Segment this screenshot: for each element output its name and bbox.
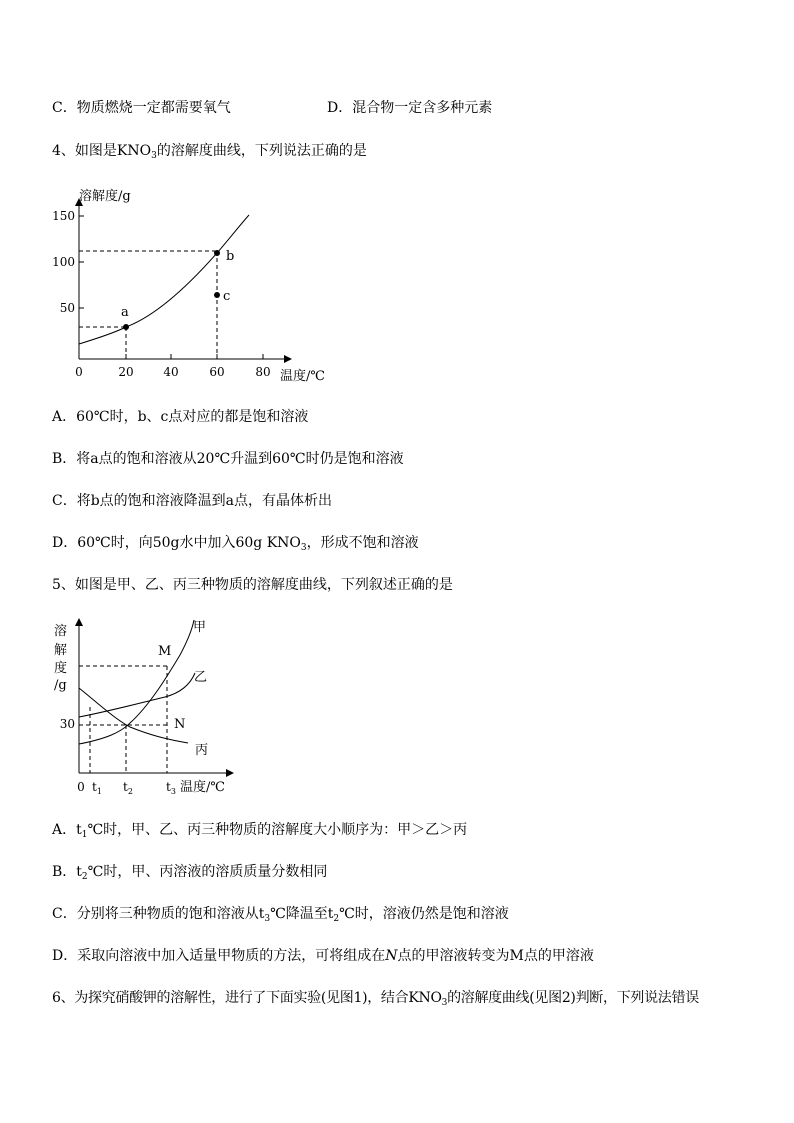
- q4-option-b: B．将a点的饱和溶液从20℃升温到60℃时仍是饱和溶液: [52, 451, 404, 467]
- q4-stem: [52, 142, 367, 165]
- q5-option-b-p1: B．t: [52, 864, 82, 880]
- q5-option-a: [52, 821, 467, 844]
- chart2-curve-bing: [79, 688, 188, 743]
- q3-option-d: D．混合物一定含多种元素: [327, 100, 493, 116]
- chart2-label-m: M: [158, 644, 172, 659]
- chart2-xtick-t1: $t_1$: [92, 780, 102, 796]
- q4-option-d: [52, 534, 419, 557]
- chart1-ytick-50: 50: [59, 301, 75, 315]
- chart2-label-yi: 乙: [194, 670, 208, 685]
- chart1-point-a: [123, 324, 129, 330]
- chart1-xtick-20: 20: [118, 365, 134, 379]
- q4-stem-suffix: 的溶解度曲线，下列说法正确的是: [156, 143, 367, 159]
- chart1-xtick-0: 0: [75, 365, 83, 379]
- chart1-xtick-80: 80: [255, 365, 271, 379]
- q5-option-c: [52, 905, 509, 928]
- chart1-point-b: [214, 250, 220, 256]
- q5-option-c-sub1: 3: [264, 914, 271, 924]
- q5-option-b: [52, 863, 327, 886]
- q6-stem-prefix: 6、为探究硝酸钾的溶解性，进行了下面实验(见图1)，结合KNO: [52, 990, 442, 1006]
- q5-option-a-sub: 1: [81, 830, 88, 840]
- chart2-label-bing: 丙: [195, 743, 209, 758]
- q5-option-a-p2: ℃时，甲、乙、丙三种物质的溶解度大小顺序为：甲＞乙＞丙: [87, 822, 468, 838]
- q5-option-c-sub2: 2: [333, 914, 340, 924]
- chart2-xlabel: 温度/℃: [180, 780, 225, 795]
- q5-option-d-p2: 点的甲溶液转变为M点的甲溶液: [397, 948, 594, 964]
- chart2-xtick-t2: $t_2$: [123, 780, 133, 796]
- chart2-ytick-30: 30: [59, 717, 75, 731]
- q6-stem: [52, 989, 699, 1012]
- kno3-solubility-chart: [50, 180, 340, 390]
- q5-stem: 5、如图是甲、乙、丙三种物质的溶解度曲线，下列叙述正确的是: [52, 577, 453, 593]
- q4-option-d-sub: 3: [300, 543, 307, 553]
- q5-option-c-p2: ℃降温至t: [270, 906, 334, 922]
- q5-option-c-p1: C．分别将三种物质的饱和溶液从t: [52, 906, 265, 922]
- chart1-kno3-curve: [79, 215, 249, 344]
- q4-option-d-prefix: D．60℃时，向50g水中加入60g KNO: [52, 535, 301, 551]
- q6-stem-suffix: 的溶解度曲线(见图2)判断，下列说法错误: [447, 990, 699, 1006]
- chart1-xtick-60: 60: [209, 365, 225, 379]
- q5-option-d-n: N: [385, 948, 398, 964]
- q5-option-b-sub: 2: [81, 872, 88, 882]
- q6-stem-sub: 3: [441, 998, 448, 1008]
- chart2-label-n: N: [174, 717, 186, 732]
- chart1-label-a: a: [121, 305, 129, 320]
- q5-option-d: [52, 947, 594, 965]
- chart1-label-b: b: [226, 249, 235, 264]
- q5-option-b-p2: ℃时，甲、丙溶液的溶质质量分数相同: [87, 864, 328, 880]
- chart2-xtick-t3: $t_3$: [166, 780, 176, 796]
- q4-stem-sub: 3: [151, 151, 157, 161]
- q5-option-c-p3: ℃时，溶液仍然是饱和溶液: [339, 906, 509, 922]
- chart2-ylabel: 溶 解 度 /g: [54, 624, 68, 693]
- q5-option-a-p1: A．t: [52, 822, 82, 838]
- q4-option-a: A．60℃时，b、c点对应的都是饱和溶液: [52, 409, 309, 425]
- chart1-point-c: [214, 292, 220, 298]
- q3-option-c: C．物质燃烧一定都需要氧气: [52, 100, 231, 116]
- chart2-curve-yi: [79, 673, 195, 717]
- chart2-xtick-0: 0: [77, 780, 85, 794]
- q4-option-c: C．将b点的饱和溶液降温到a点，有晶体析出: [52, 493, 333, 509]
- chart1-label-c: c: [223, 289, 231, 304]
- q5-option-d-p1: D．采取向溶液中加入适量甲物质的方法，可将组成在: [52, 948, 386, 964]
- chart1-xtick-40: 40: [163, 365, 179, 379]
- chart1-ylabel: 溶解度/g: [79, 189, 131, 204]
- three-substance-solubility-chart: [50, 615, 250, 800]
- chart1-ytick-100: 100: [52, 255, 75, 269]
- chart1-xlabel: 温度/℃: [280, 369, 325, 384]
- chart1-ytick-150: 150: [52, 209, 75, 223]
- q4-option-d-suffix: ，形成不饱和溶液: [306, 535, 419, 551]
- chart2-label-jia: 甲: [193, 620, 207, 635]
- q4-stem-prefix: 4、如图是KNO: [52, 143, 152, 159]
